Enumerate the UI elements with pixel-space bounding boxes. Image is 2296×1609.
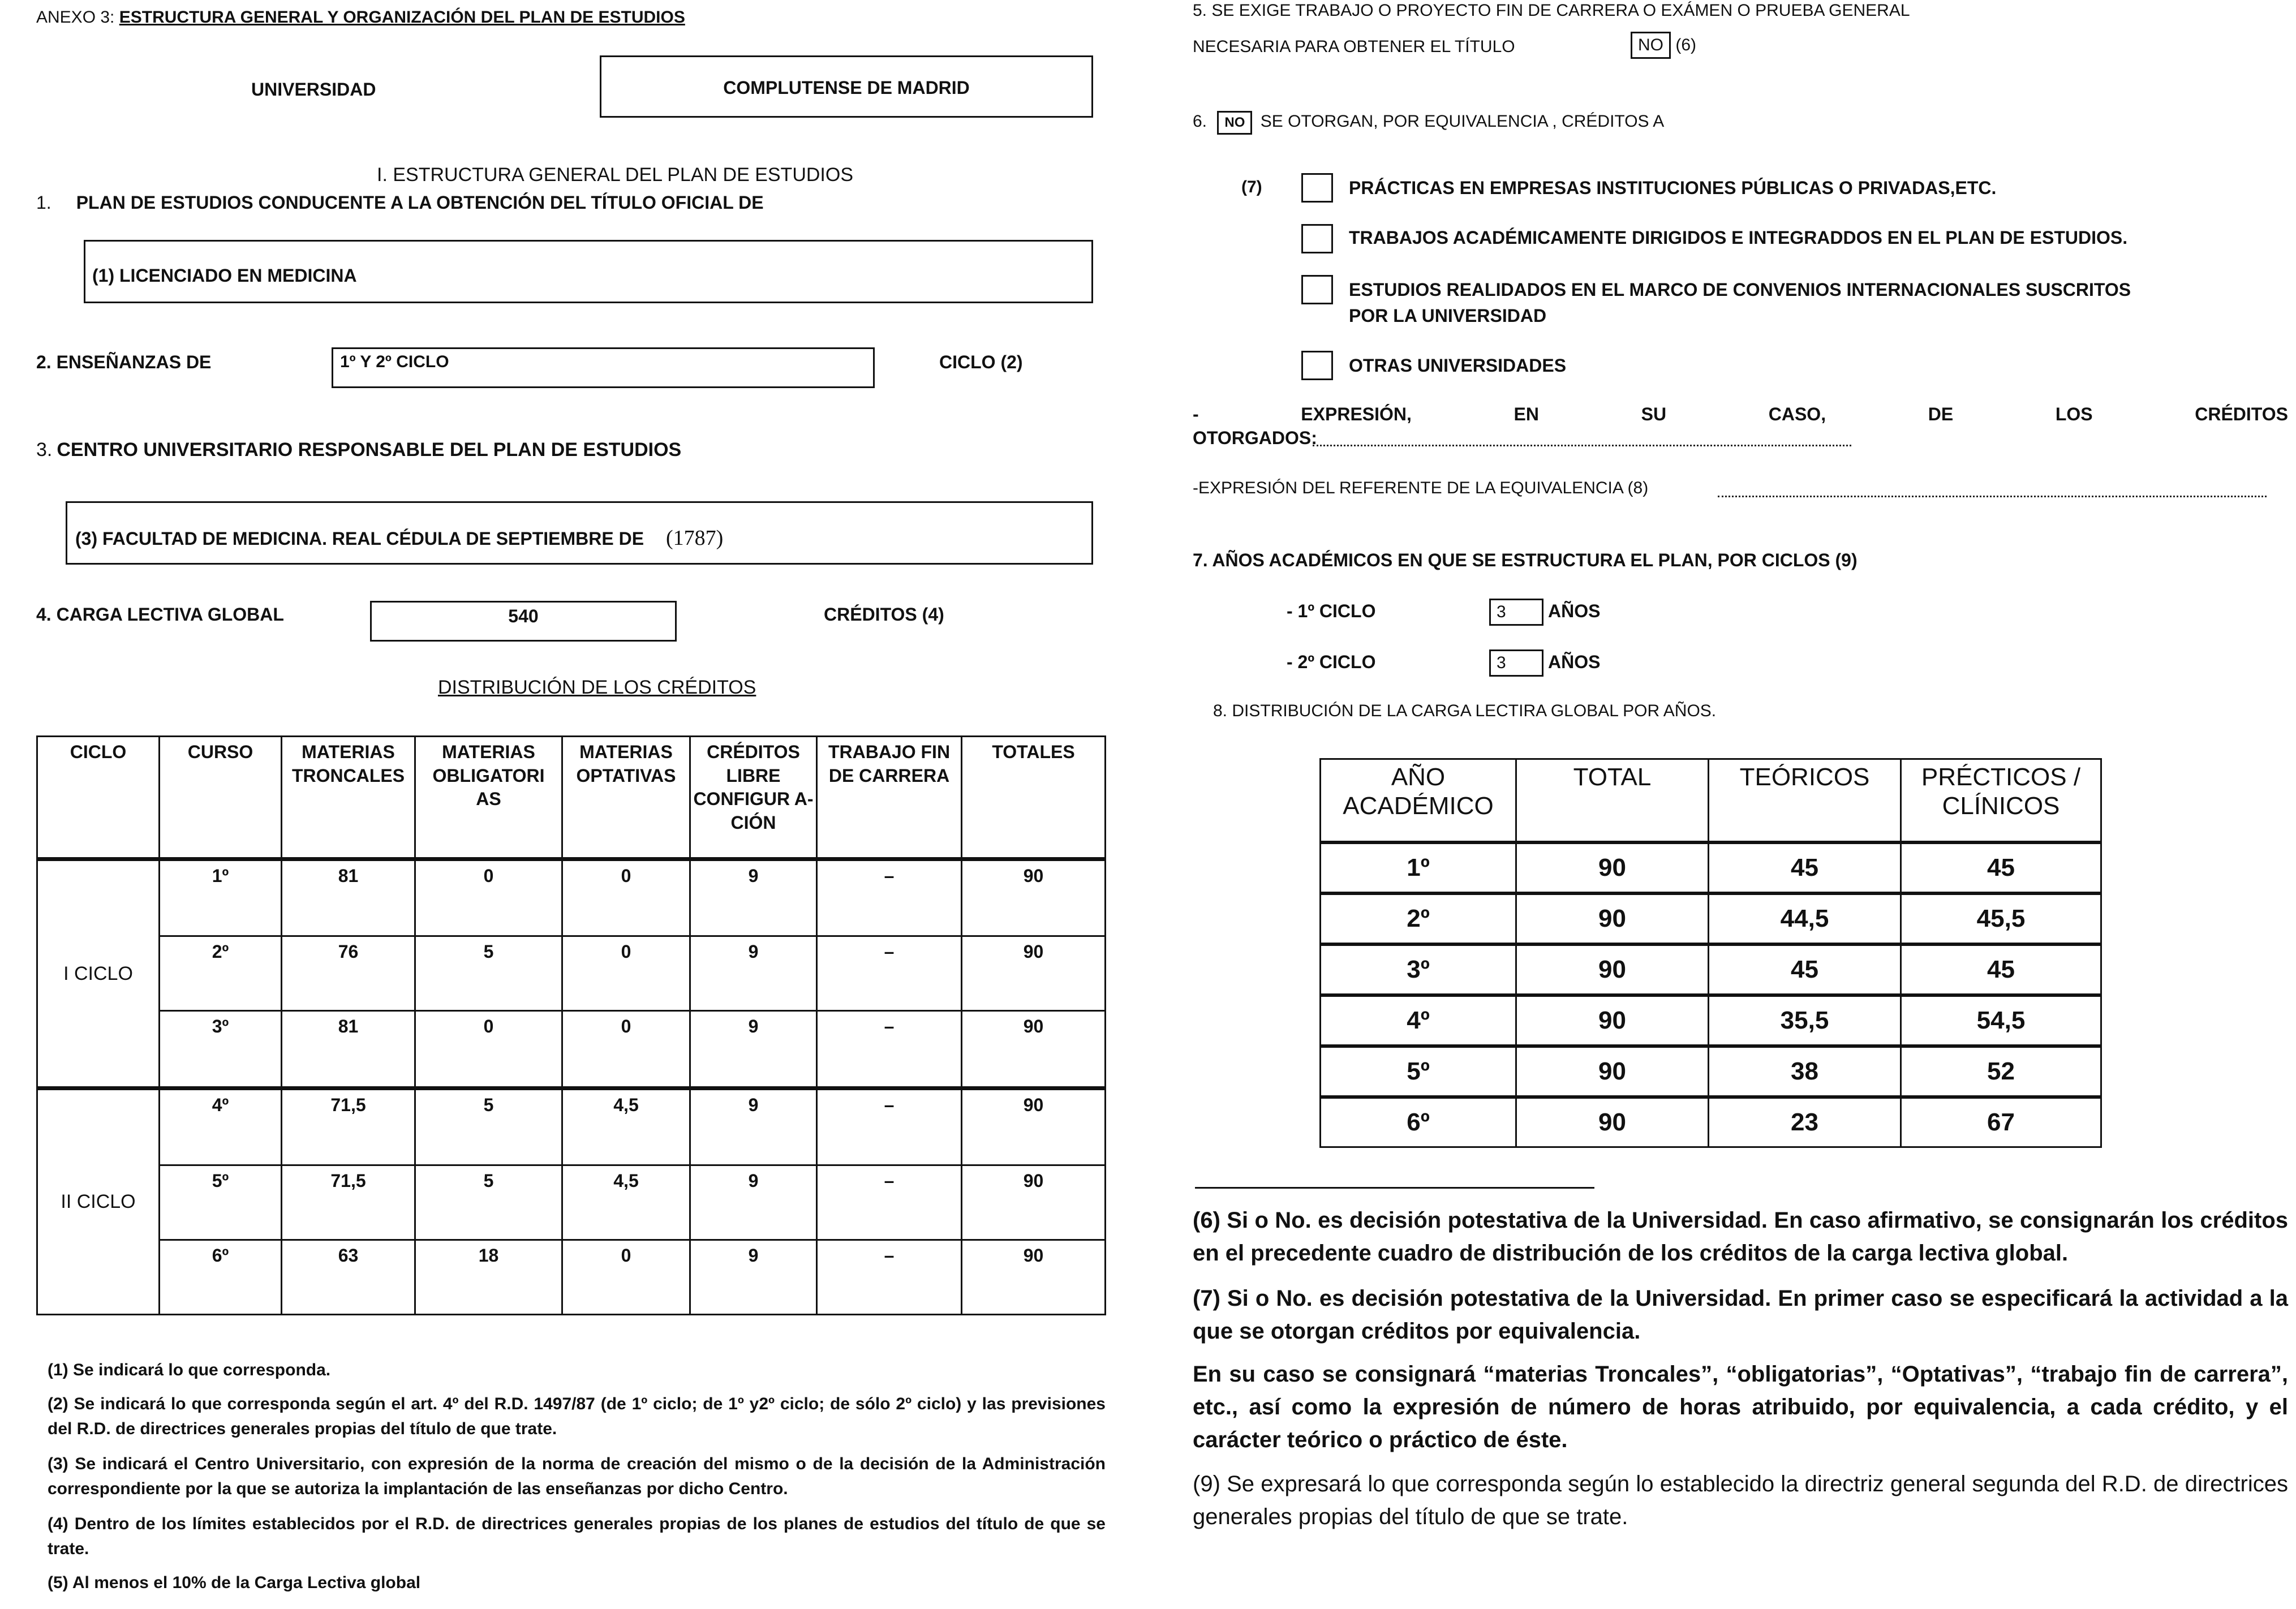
- cell: 9: [690, 1165, 817, 1240]
- cell: 90: [1516, 1097, 1709, 1147]
- centro-text: (3) FACULTAD DE MEDICINA. REAL CÉDULA DE SEPTIEMBRE DE: [75, 528, 644, 549]
- cycle2-unit: AÑOS: [1548, 652, 1601, 672]
- item3-heading: [36, 439, 681, 461]
- option-practicas: PRÁCTICAS EN EMPRESAS INSTITUCIONES PÚBLICAS O PRIVADAS,ETC.: [1349, 178, 1997, 198]
- cell: –: [817, 1240, 962, 1315]
- university-box: [600, 55, 1093, 118]
- col-header-total: TOTAL: [1516, 759, 1709, 843]
- cycle1-label: - 1º CICLO: [1287, 601, 1376, 621]
- checkbox-trabajos[interactable]: [1301, 224, 1333, 253]
- carga-box: [370, 601, 677, 642]
- cell: –: [817, 1088, 962, 1165]
- annex-title: ESTRUCTURA GENERAL Y ORGANIZACIÓN DEL PLAN DE ESTUDIOS: [119, 8, 685, 27]
- ensenanzas-value: 1º Y 2º CICLO: [340, 352, 449, 371]
- cycle1-unit: AÑOS: [1548, 601, 1601, 621]
- cell: –: [817, 936, 962, 1011]
- section-heading: I. ESTRUCTURA GENERAL DEL PLAN DE ESTUDIOS: [377, 164, 853, 186]
- cell: 90: [1516, 893, 1709, 944]
- title-value: (1) LICENCIADO EN MEDICINA: [92, 265, 357, 286]
- table-header-row: [37, 737, 1106, 859]
- item2-suffix: CICLO (2): [939, 352, 1023, 372]
- cell: 23: [1709, 1097, 1901, 1147]
- university-value: COMPLUTENSE DE MADRID: [723, 78, 970, 98]
- ensenanzas-box: [332, 347, 875, 388]
- cell: 90: [962, 859, 1106, 936]
- item6-text: SE OTORGAN, POR EQUIVALENCIA , CRÉDITOS A: [1260, 112, 1665, 131]
- item6-ref: (7): [1241, 178, 1262, 196]
- item6-number: 6.: [1193, 112, 1207, 131]
- option-convenios: ESTUDIOS REALIDADOS EN EL MARCO DE CONVENIOS INTERNACIONALES SUSCRITOS: [1349, 279, 2131, 300]
- expr1-word: LOS: [2055, 404, 2093, 424]
- item5-answer: [1631, 32, 1696, 59]
- col-header-totales: TOTALES: [962, 737, 1106, 859]
- cell: 45: [1709, 944, 1901, 995]
- cell: 18: [415, 1240, 562, 1315]
- item1-number: 1.: [36, 192, 51, 213]
- cell: 9: [690, 1088, 817, 1165]
- cell: 54,5: [1901, 995, 2101, 1046]
- item5-note: (6): [1675, 36, 1697, 54]
- cell: 90: [1516, 995, 1709, 1046]
- cell: 4º: [160, 1088, 282, 1165]
- note-5: (5) Al menos el 10% de la Carga Lectiva global: [48, 1573, 421, 1592]
- cell: 0: [415, 1011, 562, 1088]
- expr2-dotted-line: [1718, 496, 2267, 497]
- col-header-optativas: MATERIAS OPTATIVAS: [562, 737, 690, 859]
- cell: 45: [1901, 842, 2101, 893]
- col-header-curso: CURSO: [160, 737, 282, 859]
- centro-value: [75, 526, 1091, 550]
- col-header-ano: AÑO ACADÉMICO: [1321, 759, 1516, 843]
- cell: 0: [562, 859, 690, 936]
- cell: 45: [1709, 842, 1901, 893]
- cell: 35,5: [1709, 995, 1901, 1046]
- cell: 71,5: [282, 1165, 415, 1240]
- expr1-word: SU: [1641, 404, 1667, 424]
- cell: 3º: [160, 1011, 282, 1088]
- expr1-word: EN: [1514, 404, 1539, 424]
- cell: 2º: [160, 936, 282, 1011]
- note-7: (7) Si o No. es decisión potestativa de la Universidad. En primer caso se especificará la actividad a la que se otorgan créditos por equivalencia.: [1193, 1286, 2288, 1344]
- credits-distribution-table: [36, 735, 1106, 1315]
- item6-line: [1193, 111, 1664, 135]
- option-otras: OTRAS UNIVERSIDADES: [1349, 355, 1567, 376]
- title-box: [84, 240, 1093, 303]
- cell: 90: [1516, 842, 1709, 893]
- checkbox-convenios[interactable]: [1301, 275, 1333, 304]
- cell: 90: [962, 1240, 1106, 1315]
- cell: 81: [282, 859, 415, 936]
- cell: 81: [282, 1011, 415, 1088]
- item1-heading: [36, 192, 764, 213]
- cell: 4,5: [562, 1088, 690, 1165]
- item5-no-box: NO: [1631, 32, 1671, 59]
- table-row: [37, 1011, 1106, 1088]
- cell: 5: [415, 1088, 562, 1165]
- cell: 90: [962, 1088, 1106, 1165]
- item2-label: 2. ENSEÑANZAS DE: [36, 352, 212, 372]
- cell: 6º: [1321, 1097, 1516, 1147]
- note-9: (9) Se expresará lo que corresponda según lo establecido la directriz general segunda del R.D. de directrices generales propias del título de que se trate.: [1193, 1472, 2288, 1529]
- cell: –: [817, 1011, 962, 1088]
- cell: 0: [562, 936, 690, 1011]
- expr2-label: -EXPRESIÓN DEL REFERENTE DE LA EQUIVALENCIA (8): [1193, 479, 1649, 497]
- table-row: [1321, 1046, 2101, 1097]
- table-row: [1321, 1097, 2101, 1147]
- annex-prefix: ANEXO 3:: [36, 8, 115, 27]
- item6-no-box: NO: [1217, 111, 1252, 135]
- years-header-row: [1321, 759, 2101, 843]
- note-equivalence: En su caso se consignará “materias Troncales”, “obligatorias”, “Optativas”, “trabajo fin de carrera”, etc., así como la expresión de número de horas atribuido, por equivalencia, a cada crédito, y el carácter teórico o práctico de éste.: [1193, 1362, 2288, 1452]
- table-row: [1321, 893, 2101, 944]
- col-header-libre-config: CRÉDITOS LIBRE CONFIGUR A-CIÓN: [690, 737, 817, 859]
- note-2: (2) Se indicará lo que corresponda según el art. 4º del R.D. 1497/87 (de 1º ciclo; de 1º y2º ciclo; de sólo 2º ciclo) y las previsiones del R.D. de directrices generales propias del título de que trate.: [48, 1395, 1106, 1438]
- cell: 1º: [160, 859, 282, 936]
- cell: 9: [690, 1240, 817, 1315]
- cell: 5º: [1321, 1046, 1516, 1097]
- footnote-separator: [1195, 1187, 1594, 1189]
- item7-heading: 7. AÑOS ACADÉMICOS EN QUE SE ESTRUCTURA EL PLAN, POR CICLOS (9): [1193, 550, 1858, 570]
- item5-line1: 5. SE EXIGE TRABAJO O PROYECTO FIN DE CARRERA O EXÁMEN O PRUEBA GENERAL: [1193, 1, 1910, 20]
- cell: 0: [415, 859, 562, 936]
- col-header-practicos: PRÉCTICOS / CLÍNICOS: [1901, 759, 2101, 843]
- annual-load-table: [1319, 758, 2102, 1148]
- cell: 90: [1516, 944, 1709, 995]
- distribution-title: DISTRIBUCIÓN DE LOS CRÉDITOS: [438, 677, 756, 698]
- cell: 44,5: [1709, 893, 1901, 944]
- checkbox-otras[interactable]: [1301, 351, 1333, 380]
- cell: 38: [1709, 1046, 1901, 1097]
- cycle-cell-1: I CICLO: [37, 859, 160, 1089]
- cell: 5º: [160, 1165, 282, 1240]
- col-header-obligatorias: MATERIAS OBLIGATORI AS: [415, 737, 562, 859]
- centro-year: (1787): [665, 526, 724, 550]
- expr1-word: -: [1193, 404, 1199, 424]
- expr1-word: EXPRESIÓN,: [1301, 404, 1412, 424]
- item4-suffix: CRÉDITOS (4): [824, 604, 944, 625]
- cell: 4º: [1321, 995, 1516, 1046]
- cell: –: [817, 859, 962, 936]
- cycle2-label: - 2º CICLO: [1287, 652, 1376, 672]
- cell: 9: [690, 936, 817, 1011]
- expr1-word: CRÉDITOS: [2195, 404, 2288, 424]
- option-convenios-2: POR LA UNIVERSIDAD: [1349, 306, 1547, 326]
- col-header-ciclo: CICLO: [37, 737, 160, 859]
- cell: 3º: [1321, 944, 1516, 995]
- cell: 1º: [1321, 842, 1516, 893]
- expr1-line2: OTORGADOS:: [1193, 428, 1317, 448]
- note-3: (3) Se indicará el Centro Universitario, con expresión de la norma de creación del mismo o de la decisión de la Administración correspondiente por la que se autoriza la implantación de las enseñanzas por dicho Centro.: [48, 1455, 1106, 1498]
- item3-number: 3.: [36, 439, 53, 461]
- col-header-teoricos: TEÓRICOS: [1709, 759, 1901, 843]
- cell: 5: [415, 936, 562, 1011]
- university-label: UNIVERSIDAD: [251, 79, 376, 100]
- cell: 5: [415, 1165, 562, 1240]
- table-row: [37, 1165, 1106, 1240]
- item4-label: 4. CARGA LECTIVA GLOBAL: [36, 604, 284, 625]
- expr1-word: CASO,: [1768, 404, 1826, 424]
- cell: 67: [1901, 1097, 2101, 1147]
- expr1-word: DE: [1928, 404, 1954, 424]
- cell: 0: [562, 1240, 690, 1315]
- table-row: [37, 936, 1106, 1011]
- cell: 90: [962, 1165, 1106, 1240]
- cell: 90: [962, 1011, 1106, 1088]
- table-row: [37, 1240, 1106, 1315]
- cell: 45,5: [1901, 893, 2101, 944]
- note-1: (1) Se indicará lo que corresponda.: [48, 1361, 331, 1379]
- expr1-dotted-line: [1313, 445, 1851, 446]
- table-row: [37, 859, 1106, 936]
- table-row: [37, 1088, 1106, 1165]
- table-row: [1321, 995, 2101, 1046]
- cell: 90: [962, 936, 1106, 1011]
- carga-value: 540: [508, 606, 539, 626]
- cycle2-years-box: [1489, 649, 1543, 677]
- annex-heading: [36, 8, 685, 27]
- cycle-cell-2: II CICLO: [37, 1088, 160, 1314]
- cycle1-years-box: [1489, 599, 1543, 626]
- cycle1-years: 3: [1497, 603, 1506, 621]
- cell: 9: [690, 859, 817, 936]
- note-4: (4) Dentro de los límites establecidos por el R.D. de directrices generales propias de los planes de estudios del título de que se trate.: [48, 1515, 1106, 1558]
- cell: 90: [1516, 1046, 1709, 1097]
- cell: 6º: [160, 1240, 282, 1315]
- cell: 4,5: [562, 1165, 690, 1240]
- item1-text: PLAN DE ESTUDIOS CONDUCENTE A LA OBTENCIÓN DEL TÍTULO OFICIAL DE: [76, 192, 764, 213]
- expr1-line: [1193, 404, 2288, 425]
- item3-text: CENTRO UNIVERSITARIO RESPONSABLE DEL PLAN DE ESTUDIOS: [57, 439, 682, 461]
- cell: 76: [282, 936, 415, 1011]
- cell: 2º: [1321, 893, 1516, 944]
- cell: 52: [1901, 1046, 2101, 1097]
- cell: 9: [690, 1011, 817, 1088]
- col-header-trabajo-fin: TRABAJO FIN DE CARRERA: [817, 737, 962, 859]
- checkbox-practicas[interactable]: [1301, 173, 1333, 203]
- cell: 0: [562, 1011, 690, 1088]
- table-row: [1321, 842, 2101, 893]
- cell: 45: [1901, 944, 2101, 995]
- item5-line2: NECESARIA PARA OBTENER EL TÍTULO: [1193, 37, 1515, 56]
- cycle2-years: 3: [1497, 653, 1506, 672]
- cell: –: [817, 1165, 962, 1240]
- cell: 63: [282, 1240, 415, 1315]
- note-6: (6) Si o No. es decisión potestativa de la Universidad. En caso afirmativo, se consignarán los créditos en el precedente cuadro de distribución de los créditos de la carga lectiva global.: [1193, 1208, 2288, 1266]
- centro-box: [66, 501, 1093, 565]
- table-row: [1321, 944, 2101, 995]
- col-header-troncales: MATERIAS TRONCALES: [282, 737, 415, 859]
- item8-heading: 8. DISTRIBUCIÓN DE LA CARGA LECTIRA GLOBAL POR AÑOS.: [1213, 702, 1717, 720]
- option-trabajos: TRABAJOS ACADÉMICAMENTE DIRIGIDOS E INTEGRADDOS EN EL PLAN DE ESTUDIOS.: [1349, 227, 2128, 248]
- cell: 71,5: [282, 1088, 415, 1165]
